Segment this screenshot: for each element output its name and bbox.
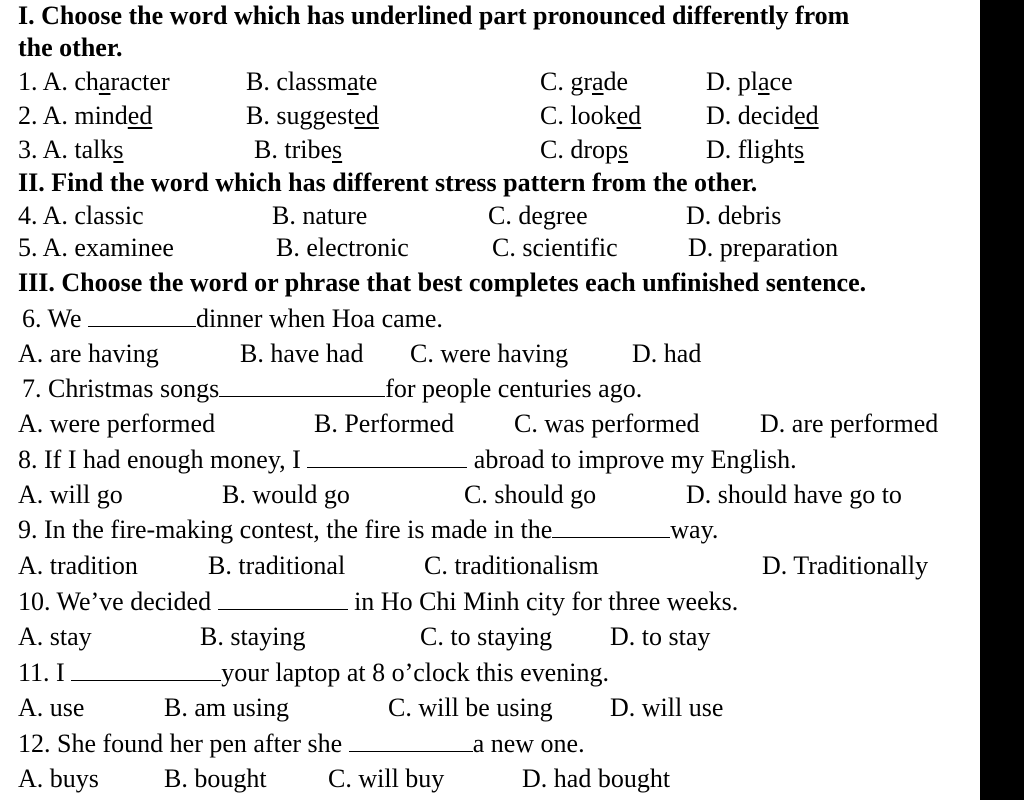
q5-option-d: D. preparation	[688, 233, 839, 262]
q10-option-a: A. stay	[18, 622, 92, 651]
q4-option-a: 4. A. classic	[18, 201, 144, 230]
q11-option-b: B. am using	[164, 693, 289, 722]
q6-question: 6. We dinner when Hoa came.	[22, 304, 443, 333]
q4-option-c: C. degree	[488, 201, 588, 230]
q4-option-b: B. nature	[272, 201, 368, 230]
q9-option-b: B. traditional	[208, 551, 346, 580]
q4-option-d: D. debris	[686, 201, 782, 230]
answer-blank	[218, 587, 348, 610]
q1-option-c: C. grade	[540, 67, 629, 96]
q3-option-c: C. drops	[540, 135, 629, 164]
q10-option-c: C. to staying	[420, 622, 553, 651]
q10-option-b: B. staying	[200, 622, 306, 651]
q8-option-b: B. would go	[222, 480, 350, 509]
answer-blank	[219, 374, 385, 397]
q11-option-c: C. will be using	[388, 693, 553, 722]
q3-option-a: 3. A. talks	[18, 135, 124, 164]
q1-option-a: 1. A. character	[18, 67, 170, 96]
q8-option-a: A. will go	[18, 480, 123, 509]
q8-option-d: D. should have go to	[686, 480, 902, 509]
q12-option-a: A. buys	[18, 764, 99, 793]
q9-option-c: C. traditionalism	[424, 551, 599, 580]
q6-option-b: B. have had	[240, 339, 364, 368]
q7-question: 7. Christmas songs for people centuries ago.	[22, 374, 643, 403]
section-1-heading: I. Choose the word which has underlined part pronounced differently from	[18, 1, 850, 30]
q3-option-b: B. tribes	[254, 135, 343, 164]
q12-option-c: C. will buy	[328, 764, 445, 793]
q3-option-d: D. flights	[706, 135, 805, 164]
q7-option-c: C. was performed	[514, 409, 700, 438]
section-1-heading-cont: the other.	[18, 33, 123, 62]
section-2-heading: II. Find the word which has different stress pattern from the other.	[18, 168, 758, 197]
q2-option-a: 2. A. minded	[18, 101, 153, 130]
q5-option-b: B. electronic	[276, 233, 409, 262]
answer-blank	[88, 304, 196, 327]
section-3-heading: III. Choose the word or phrase that best completes each unfinished sentence.	[18, 268, 867, 297]
q9-question: 9. In the fire-making contest, the fire is made in the way.	[18, 515, 719, 544]
q5-option-a: 5. A. examinee	[18, 233, 174, 262]
q1-option-d: D. place	[706, 67, 793, 96]
q9-option-d: D. Traditionally	[762, 551, 929, 580]
q7-option-d: D. are performed	[760, 409, 939, 438]
q1-option-b: B. classmate	[246, 67, 378, 96]
q2-option-d: D. decided	[706, 101, 819, 130]
q5-option-c: C. scientific	[492, 233, 618, 262]
q12-option-b: B. bought	[164, 764, 267, 793]
answer-blank	[552, 515, 670, 538]
q8-question: 8. If I had enough money, I abroad to improve my English.	[18, 445, 797, 474]
q2-option-b: B. suggested	[246, 101, 379, 130]
q6-option-d: D. had	[632, 339, 702, 368]
q2-option-c: C. looked	[540, 101, 642, 130]
q6-option-c: C. were having	[410, 339, 569, 368]
q12-option-d: D. had bought	[522, 764, 671, 793]
q7-option-b: B. Performed	[314, 409, 455, 438]
q9-option-a: A. tradition	[18, 551, 138, 580]
q8-option-c: C. should go	[464, 480, 597, 509]
q11-option-a: A. use	[18, 693, 85, 722]
q12-question: 12. She found her pen after she a new one.	[18, 729, 585, 758]
answer-blank	[307, 445, 467, 468]
q6-option-a: A. are having	[18, 339, 159, 368]
answer-blank	[71, 658, 221, 681]
q11-question: 11. I your laptop at 8 o’clock this evening.	[18, 658, 609, 687]
q7-option-a: A. were performed	[18, 409, 216, 438]
q11-option-d: D. will use	[610, 693, 724, 722]
answer-blank	[349, 729, 473, 752]
q10-question: 10. We’ve decided in Ho Chi Minh city for three weeks.	[18, 587, 739, 616]
q10-option-d: D. to stay	[610, 622, 711, 651]
